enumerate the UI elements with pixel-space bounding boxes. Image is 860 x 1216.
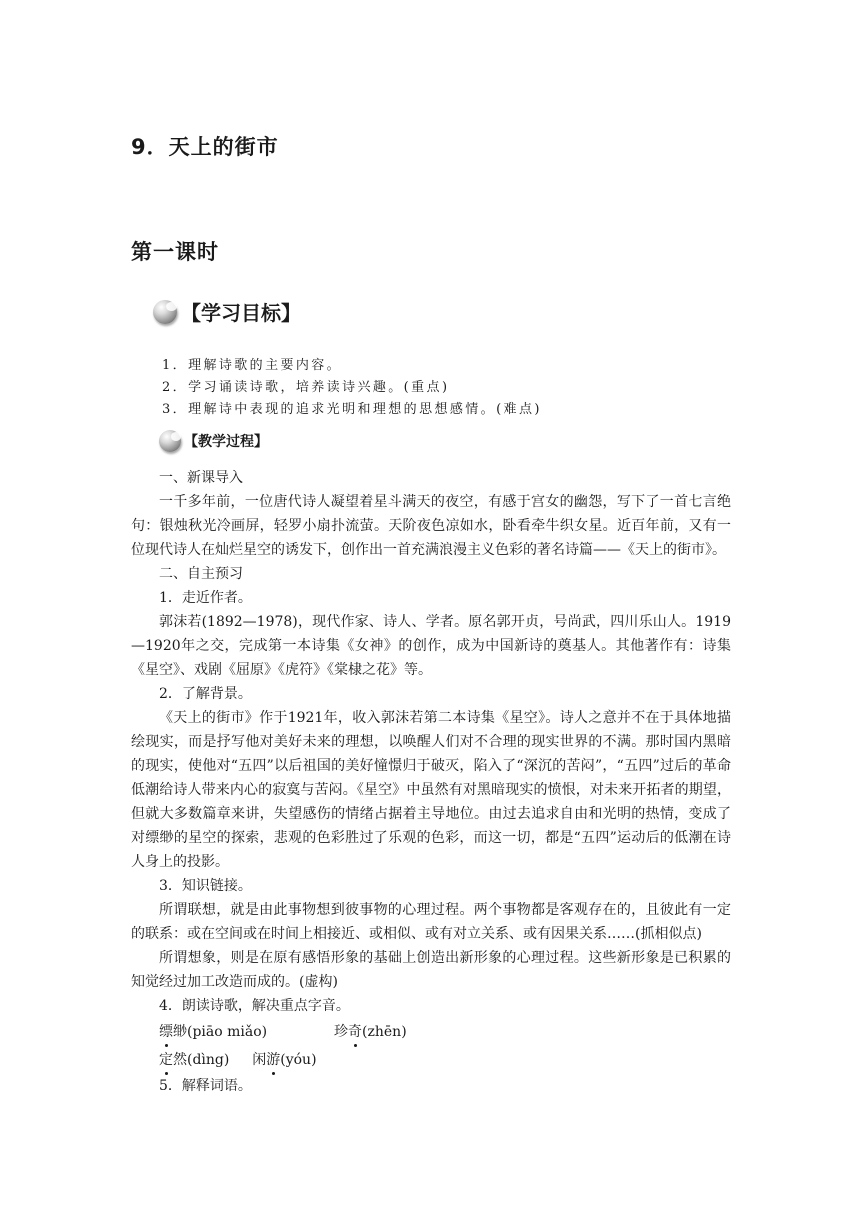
- part1-heading: 一、新课导入: [159, 470, 243, 486]
- plain-char: 缈: [173, 1024, 187, 1040]
- background-paragraph: 《天上的街市》作于1921年，收入郭沫若第二本诗集《星空》。诗人之意并不在于具体地描绘现实，而是抒写他对美好未来的理想，以唤醒人们对不合理的现实世界的不满。那时国内黑暗的现实，使他对“五四”以后祖国的美好憧憬归于破灭，陷入了“深沉的苦闷”，“五四”过后的革命低潮给诗人带来内心的寂寞与苦闷。《星空》中虽然有对黑暗现实的愤恨，对未来开拓者的期望，但就大多数篇章来讲，失望感伤的情绪占据着主导地位。由过去追求自由和光明的热情，变成了对缥缈的星空的探索，悲观的色彩胜过了乐观的色彩，而这一切，都是“五四”运动后的低潮在诗人身上的投影。: [131, 710, 731, 870]
- objectives-heading: [153, 297, 301, 326]
- knowledge-paragraph-imagination: 所谓想象，则是在原有感悟形象的基础上创造出新形象的心理过程。这些新形象是已积累的知觉经过加工改造而成的。(虚构): [131, 950, 731, 990]
- pinyin-word: [252, 1046, 316, 1074]
- author-paragraph: 郭沫若(1892—1978)，现代作家、诗人、学者。原名郭开贞，号尚武，四川乐山人。1919—1920年之交，完成第一本诗集《女神》的创作，成为中国新诗的奠基人。其他著作有：诗集《星空》、戏剧《屈原》《虎符》《棠棣之花》等。: [131, 614, 731, 678]
- plain-char: 闲: [252, 1052, 267, 1068]
- pinyin-reading: (dìng): [187, 1052, 230, 1068]
- plain-char: 然: [173, 1052, 187, 1068]
- vocab-heading: 5．解释词语。: [159, 1078, 252, 1094]
- objective-item: 2．学习诵读诗歌，培养读诗兴趣。(重点): [162, 380, 450, 395]
- pinyin-row-1: [131, 1018, 731, 1046]
- lesson-title: 9．天上的街市: [131, 135, 279, 159]
- pinyin-reading: (yóu): [280, 1052, 317, 1068]
- objective-item: 1．理解诗歌的主要内容。: [162, 358, 343, 373]
- objective-item: 3．理解诗中表现的追求光明和理想的思想感情。(难点): [162, 402, 542, 417]
- process-content: [131, 466, 731, 1098]
- objectives-list: [162, 355, 542, 421]
- dotted-char: 游: [266, 1046, 280, 1074]
- period-title: 第一课时: [131, 240, 219, 264]
- bullet-ball-icon: [159, 430, 181, 452]
- bullet-ball-icon: [153, 300, 177, 324]
- pinyin-word: [159, 1046, 229, 1074]
- pinyin-word: [159, 1018, 267, 1046]
- dotted-char: 奇: [348, 1018, 362, 1046]
- dotted-char: 定: [159, 1046, 173, 1074]
- pinyin-row-2: [131, 1046, 731, 1074]
- pinyin-reading: (zhēn): [362, 1024, 407, 1040]
- part2-heading: 二、自主预习: [159, 566, 243, 582]
- objectives-heading-text: 【学习目标】: [181, 301, 301, 325]
- pinyin-reading: (piāo miǎo): [187, 1024, 268, 1040]
- author-heading: 1．走近作者。: [159, 590, 252, 606]
- knowledge-paragraph-association: 所谓联想，就是由此事物想到彼事物的心理过程。两个事物都是客观存在的，且彼此有一定的联系：或在空间或在时间上相接近、或相似、或有对立关系、或有因果关系……(抓相似点): [131, 902, 731, 942]
- knowledge-heading: 3．知识链接。: [159, 878, 252, 894]
- pinyin-word: [334, 1018, 407, 1046]
- process-heading-text: 【教学过程】: [184, 434, 268, 450]
- reading-heading: 4．朗读诗歌，解决重点字音。: [159, 998, 350, 1014]
- process-heading: [159, 430, 268, 452]
- background-heading: 2．了解背景。: [159, 686, 252, 702]
- plain-char: 珍: [334, 1024, 349, 1040]
- intro-paragraph: 一千多年前，一位唐代诗人凝望着星斗满天的夜空，有感于宫女的幽怨，写下了一首七言绝句：银烛秋光冷画屏，轻罗小扇扑流萤。天阶夜色凉如水，卧看牵牛织女星。近百年前，又有一位现代诗人在灿烂星空的诱发下，创作出一首充满浪漫主义色彩的著名诗篇——《天上的街市》。: [131, 494, 731, 558]
- dotted-char: 缥: [159, 1018, 173, 1046]
